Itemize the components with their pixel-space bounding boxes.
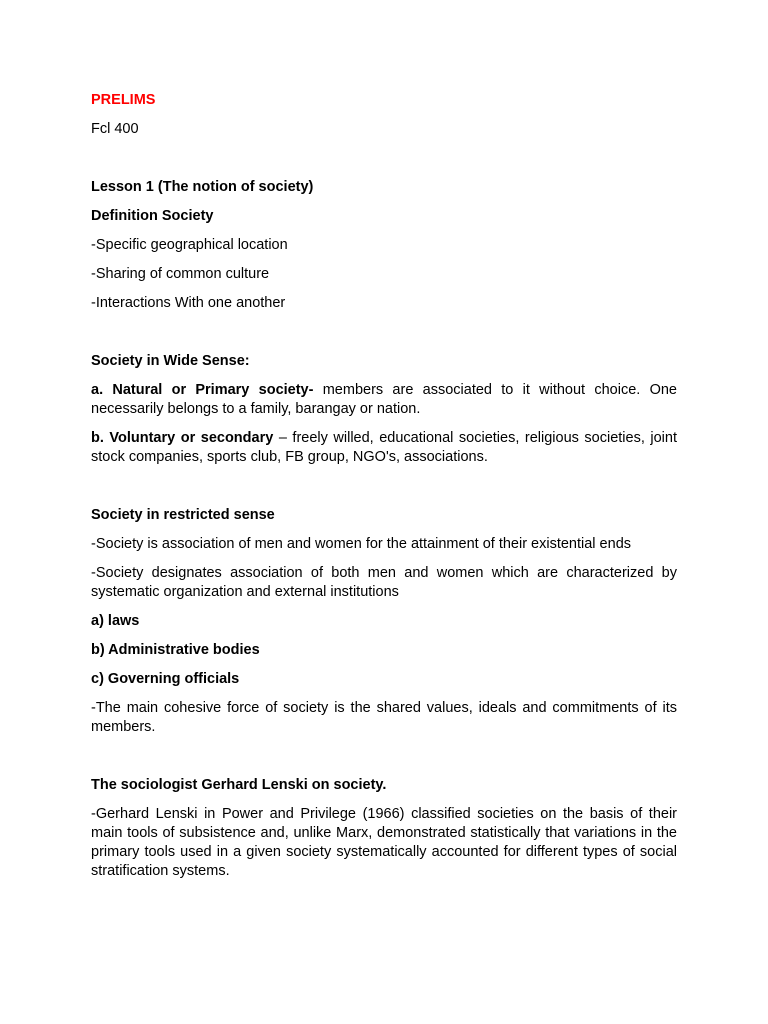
definition-item: -Sharing of common culture: [91, 266, 270, 282]
lesson-title: Lesson 1 (The notion of society): [91, 179, 314, 195]
institution-item: b) Administrative bodies: [91, 642, 260, 658]
prelims-heading: PRELIMS: [91, 92, 156, 108]
wide-sense-title: Society in Wide Sense:: [91, 353, 250, 369]
restricted-paragraph: -Society designates association of both men and women which are characterized by systematic organization and external institutions: [91, 565, 677, 600]
natural-society-paragraph: [91, 381, 677, 419]
natural-society-label: a. Natural or Primary society-: [91, 382, 314, 398]
voluntary-society-label: b. Voluntary or secondary: [91, 430, 274, 446]
restricted-sense-title: Society in restricted sense: [91, 507, 275, 523]
institution-item: c) Governing officials: [91, 671, 240, 687]
definition-item: -Specific geographical location: [91, 237, 288, 253]
definition-title: Definition Society: [91, 208, 214, 224]
cohesive-force-paragraph: -The main cohesive force of society is the shared values, ideals and commitments of its members.: [91, 700, 677, 735]
natural-society-text: members are associated to it without choice. One necessarily belongs to a family, barangay or nation.: [91, 382, 677, 417]
institution-item: a) laws: [91, 613, 140, 629]
course-code: Fcl 400: [91, 121, 139, 137]
lenski-paragraph: -Gerhard Lenski in Power and Privilege (1966) classified societies on the basis of their main tools of subsistence and, unlike Marx, demonstrated statistically that variations in the primary tools used in a given society systematically accounted for different types of social stratification systems.: [91, 806, 677, 879]
voluntary-society-text: – freely willed, educational societies, religious societies, joint stock companies, sports club, FB group, NGO's, associations.: [91, 430, 677, 465]
definition-item: -Interactions With one another: [91, 295, 286, 311]
lenski-title: The sociologist Gerhard Lenski on society.: [91, 777, 387, 793]
restricted-paragraph: -Society is association of men and women for the attainment of their existential ends: [91, 536, 632, 552]
document-body: [91, 91, 677, 881]
voluntary-society-paragraph: [91, 429, 677, 467]
